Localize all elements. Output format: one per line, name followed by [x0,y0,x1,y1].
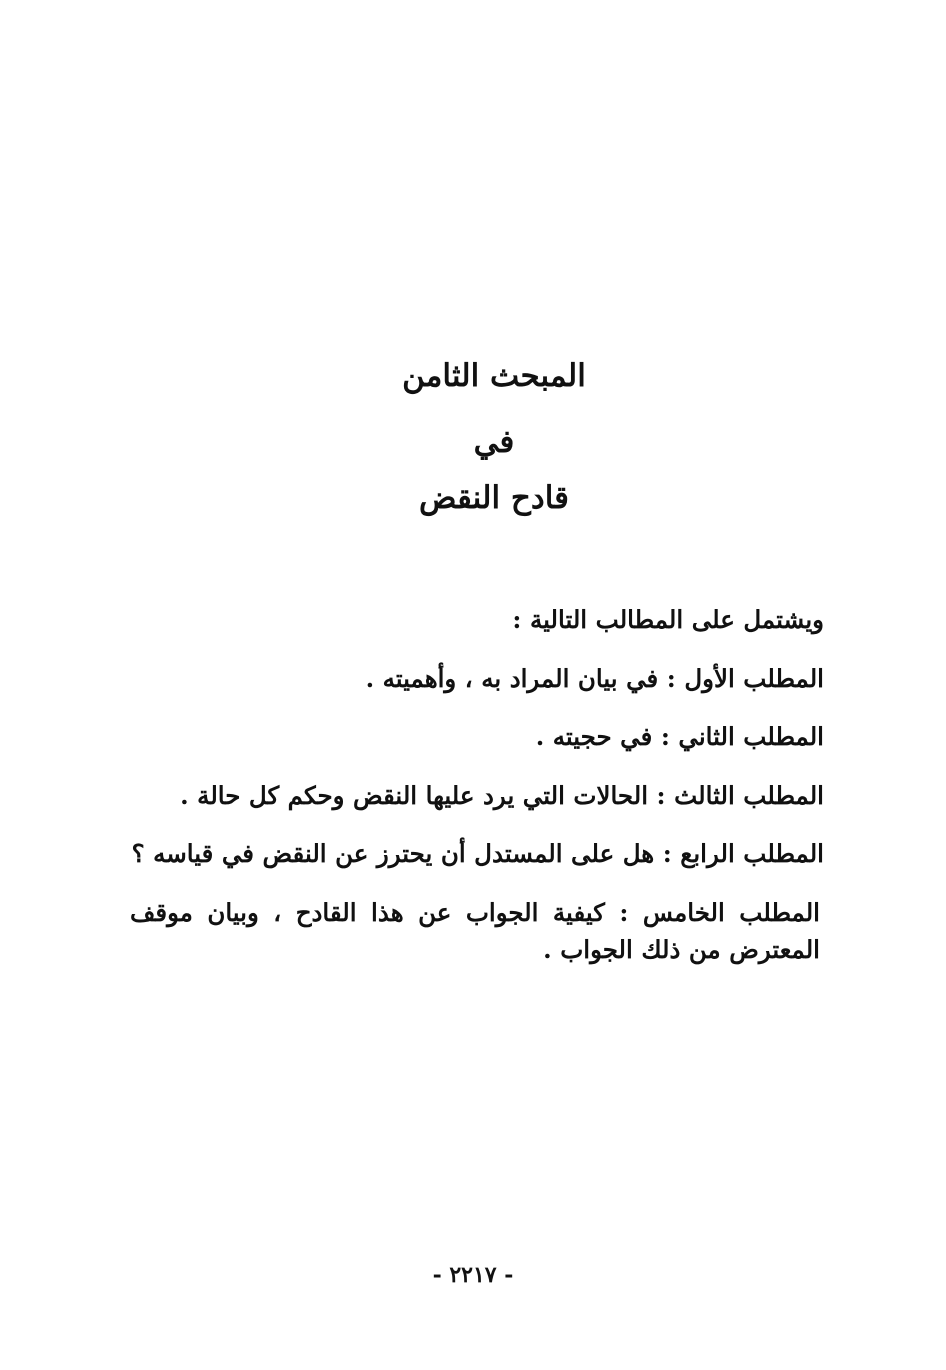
contents-item-1: المطلب الأول : في بيان المراد به ، وأهميته . [365,664,824,693]
section-title: المبحث الثامن [402,358,586,394]
contents-item-5: المطلب الخامس : كيفية الجواب عن هذا القادح ، وبيان موقف المعترض من ذلك الجواب . [130,898,820,964]
page-number: - ٢٢١٧ - [432,1262,514,1288]
contents-intro: ويشتمل على المطالب التالية : [512,605,824,634]
section-title-preposition: في [473,424,515,460]
section-subject: قادح النقض [419,480,569,516]
contents-item-4: المطلب الرابع : هل على المستدل أن يحترز عن النقض في قياسه ؟ [131,839,824,868]
contents-item-3: المطلب الثالث : الحالات التي يرد عليها النقض وحكم كل حالة . [180,781,824,810]
contents-item-2: المطلب الثاني : في حجيته . [535,722,824,751]
